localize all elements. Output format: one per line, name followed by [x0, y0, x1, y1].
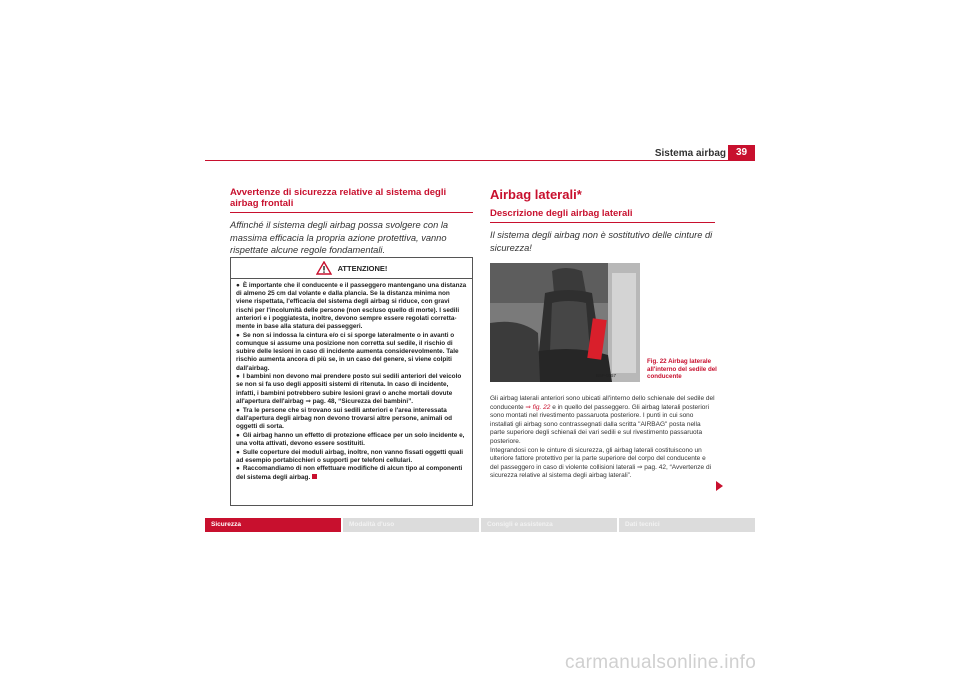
- paragraph: Gli airbag laterali anteriori sono ubicati all'interno dello schienale del sedile del conducente ⇒ fig. 22 e in quello del passeggero. Gli airbag laterali posteriori sono montati nel rivestimento passaruota posteriore. I punti in cui sono installati gli airbag sono contrassegnati dalla scritta "AIRBAG" posta nella parte superiore degli schienali dei vari sedili e sul rivestimento passaruota posteriore.: [490, 395, 715, 445]
- footer-tab-dati-tecnici[interactable]: Dati tecnici: [619, 518, 755, 532]
- warning-item: ● È importante che il conducente e il passeggero mantengano una distanza di almeno 25 cm dal volante e dalla plancia. Se la distanza minima non viene rispettata, l'efficacia del sistema degli airbag si riduce, con gravi rischi per l'incolumità delle persone (non escluso quello di morte). I sedili anteriori e i poggiatesta, inoltre, devono sempre essere regolati correttamente in base alla statura dei passeggeri.: [236, 282, 467, 331]
- seat-illustration: [490, 263, 640, 382]
- heading-rule: [490, 222, 715, 223]
- seat-airbag-figure: [490, 263, 640, 382]
- header-rule: [205, 160, 755, 161]
- footer-tab-consigli[interactable]: Consigli e assistenza: [481, 518, 617, 532]
- warning-item: ● Sulle coperture dei moduli airbag, inoltre, non vanno fissati oggetti quali ad esempio portabicchieri o supporti per telefoni cellulari.: [236, 448, 464, 464]
- warning-item: ● Se non si indossa la cintura e/o ci si sporge lateralmente o in avanti o comunque si assume una posizione non corretta sul sedile, il rischio di subire delle lesioni in caso di incidente aumenta considerevolmente. Tale rischio aumenta ancora di più se, in un caso del genere, si viene colpiti dall'airbag.: [236, 331, 459, 372]
- bullet-icon: ●: [236, 431, 240, 439]
- warning-item: ● I bambini non devono mai prendere posto sui sedili anteriori del veicolo se non si fa uso degli appositi sistemi di ritenuta. In caso di incidente, infatti, i bambini potrebbero subire lesioni gravi o anche mortali dovute all'apertura dell'airbag ⇒ pag. 48, “Sicurezza dei bambini”.: [236, 373, 462, 405]
- watermark: carmanualsonline.info: [565, 652, 757, 673]
- bullet-icon: ●: [236, 406, 240, 414]
- footer-nav: [205, 518, 755, 532]
- figure-code: B5P-0057: [596, 373, 617, 378]
- paragraph: Integrandosi con le cinture di sicurezza, gli airbag laterali costituiscono un ulteriore fattore protettivo per la parte superiore del corpo del conducente e del passeggero in caso di violente collisioni laterali ⇒ pag. 42, “Avvertenze di sicurezza relative al sistema degli airbag laterali”.: [490, 446, 712, 480]
- warning-item: ● Tra le persone che si trovano sui sedili anteriori e l'area interessata dall'apertura degli airbag non devono trovarsi altre persone, animali od oggetti di sorta.: [236, 406, 453, 430]
- intro-text: Il sistema degli airbag non è sostitutivo delle cinture di sicurezza!: [490, 230, 713, 253]
- bullet-icon: ●: [236, 465, 240, 473]
- warning-triangle-icon: [316, 261, 332, 275]
- heading-rule: [230, 212, 473, 213]
- end-marker-icon: [312, 474, 317, 479]
- subsection-heading: Descrizione degli airbag laterali: [490, 208, 633, 219]
- body-text: [490, 395, 715, 481]
- section-heading-side-airbags: Airbag laterali*: [490, 187, 582, 202]
- figure-caption: Fig. 22 Airbag laterale all'interno del sedile del conducente: [647, 358, 717, 380]
- bullet-icon: ●: [236, 282, 240, 289]
- bullet-icon: ●: [236, 373, 240, 381]
- intro-text: Affinché il sistema degli airbag possa svolgere con la massima efficacia la propria azione protettiva, vanno rispettate alcune regole fondamentali.: [230, 220, 449, 255]
- figure-reference-link[interactable]: ⇒ fig. 22: [525, 403, 551, 411]
- right-column: [490, 187, 715, 254]
- page-number-badge: 39: [728, 145, 755, 161]
- continue-arrow-icon: [716, 481, 723, 491]
- left-column: [230, 187, 473, 257]
- bullet-icon: ●: [236, 448, 240, 456]
- footer-tab-sicurezza[interactable]: Sicurezza: [205, 518, 341, 532]
- running-header-title: Sistema airbag: [654, 148, 726, 159]
- warning-item: ● Gli airbag hanno un effetto di protezione efficace per un solo incidente e, una volta attivati, devono essere sostituiti.: [236, 431, 465, 447]
- warning-title-text: ATTENZIONE!: [337, 263, 388, 273]
- section-heading-frontal: Avvertenze di sicurezza relative al sistema degli airbag frontali: [230, 187, 447, 209]
- warning-box: [230, 257, 473, 506]
- warning-rule: [231, 278, 472, 279]
- bullet-icon: ●: [236, 331, 240, 339]
- warning-item: ● Raccomandiamo di non effettuare modifiche di alcun tipo al componenti del sistema degli airbag.: [236, 465, 463, 481]
- warning-title: [236, 261, 467, 275]
- footer-tab-modalita-duso[interactable]: Modalità d'uso: [343, 518, 479, 532]
